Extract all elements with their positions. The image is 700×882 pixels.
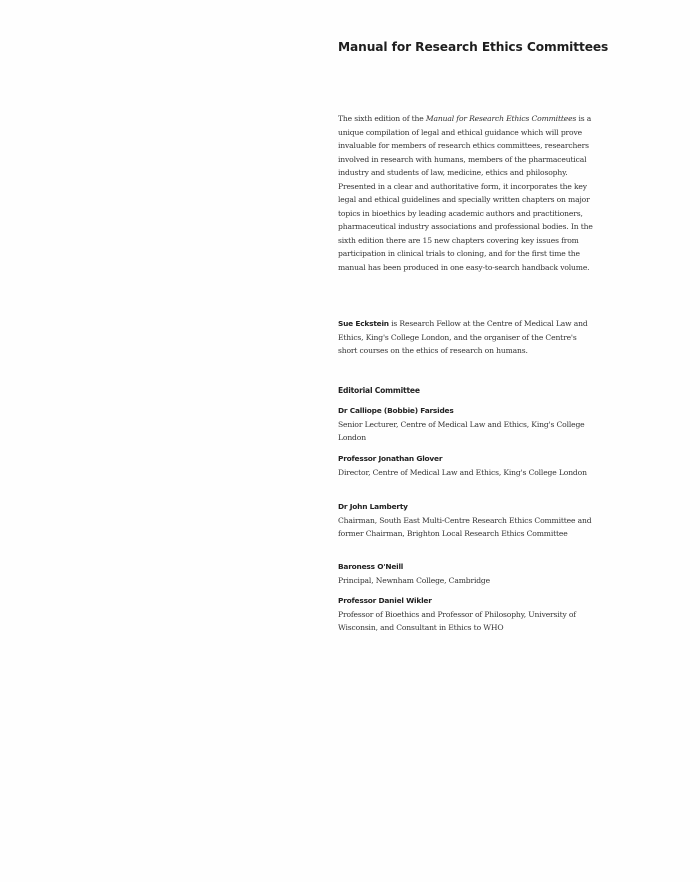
blurb-intro: The sixth edition of the	[338, 114, 426, 123]
member-role: Senior Lecturer, Centre of Medical Law and Ethics, King's College London	[338, 419, 585, 442]
book-description	[338, 112, 594, 274]
committee-member	[338, 500, 594, 541]
member-role: Chairman, South East Multi-Centre Research Ethics Committee and former Chairman, Brighton Local Research Ethics Committee	[338, 515, 592, 538]
member-name: Baroness O'Neill	[338, 562, 404, 571]
author-note	[338, 317, 594, 358]
member-name: Professor Jonathan Glover	[338, 454, 443, 463]
member-name: Professor Daniel Wikler	[338, 596, 432, 605]
document-title: Manual for Research Ethics Committees	[338, 40, 609, 54]
committee-member	[338, 452, 594, 479]
member-role: Director, Centre of Medical Law and Ethics, King's College London	[338, 467, 587, 477]
member-name: Dr Calliope (Bobbie) Farsides	[338, 406, 454, 415]
author-name: Sue Eckstein	[338, 319, 389, 328]
author-bio: is Research Fellow at the Centre of Medical Law and Ethics, King's College London, and the organiser of the Centre's short courses on the ethics of research on humans.	[338, 319, 588, 355]
title-block	[338, 38, 609, 56]
member-role: Principal, Newnham College, Cambridge	[338, 575, 490, 585]
editorial-committee-heading: Editorial Committee	[338, 386, 420, 395]
committee-member	[338, 404, 594, 445]
committee-member	[338, 560, 594, 587]
blurb-rest: is a unique compilation of legal and ethical guidance which will prove invaluable for members of research ethics committees, researchers involved in research with humans, members of the pharmaceutical industry and students of law, medicine, ethics and philosophy. Presented in a clear and authoritative form, it incorporates the key legal and ethical guidelines and specially written chapters on major topics in bioethics by leading academic authors and practitioners, pharmaceutical industry associations and professional bodies. In the sixth edition there are 15 new chapters covering key issues from participation in clinical trials to cloning, and for the first time the manual has been produced in one easy-to-search handback volume.	[338, 114, 593, 272]
member-role: Professor of Bioethics and Professor of Philosophy, University of Wisconsin, and Consultant in Ethics to WHO	[338, 609, 576, 632]
committee-member	[338, 594, 594, 635]
member-name: Dr John Lamberty	[338, 502, 408, 511]
blurb-italic-title: Manual for Research Ethics Committees	[425, 114, 577, 123]
